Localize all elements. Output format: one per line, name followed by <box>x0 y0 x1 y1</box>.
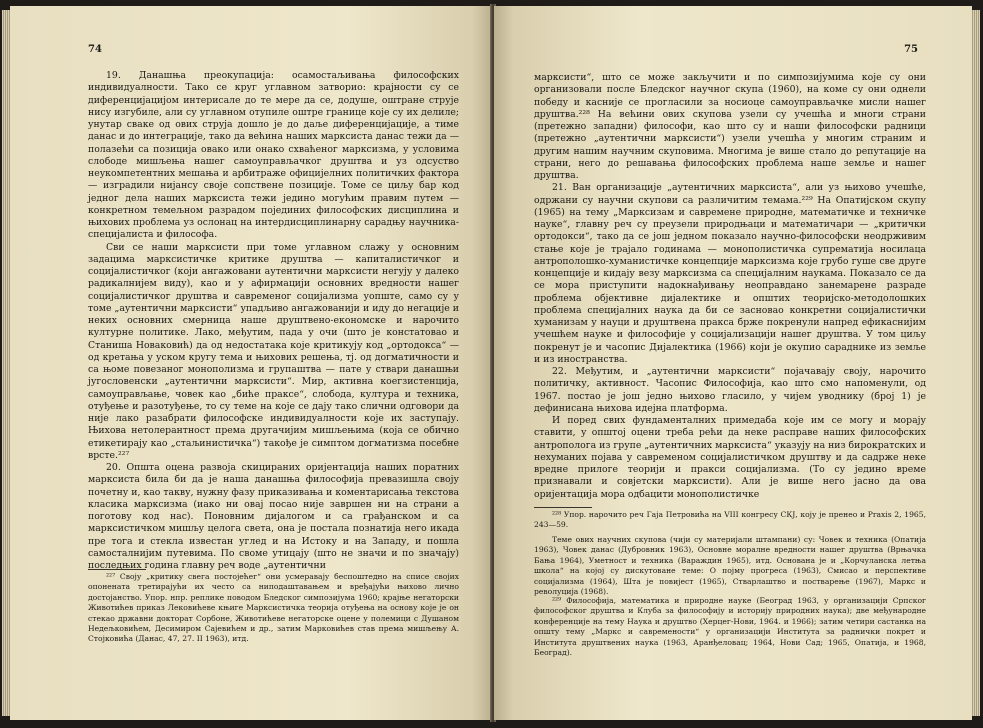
footnote-228-cont <box>534 535 926 597</box>
right-body-text <box>534 72 926 501</box>
left-body-text <box>88 70 459 572</box>
paragraph-22-cont: И поред свих фундаменталних примедаба које им се могу и морају ставити, у општој оцени треба рећи да неке расправе наших философских антрополога из групе „аутентичних марксиста“ указују на низ бирократских и нехуманих појава у савременом социјалистичком друштву и да садрже неке вредне прилоге теорији и пракси социјализма. (То су једино време признавали и совјетски марксисти). Али је више него јасно да ова оријентација мора одбацити монополистичке <box>534 415 926 500</box>
footnote-227 <box>88 572 459 645</box>
paragraph-21: 21. Ван организације „аутентичних марксиста“, али уз њихово учешће, одржани су научни скупови са различитим темама.²²⁹ На Опатијском скупу (1965) на тему „Марксизам и савремене природне, математичке и техничке науке“, главну реч су преузели природњаци и математичари — „критички ортодокси“, тако да се још једном показало научно-философски неодрживим стање које је трајало годинама — монополистичка супрематија носилаца антрополошко-хуманистичке концепције марксизма које грубо гуше све друге концепције и кидају везу марксизма са специјалним наукама. Показало се да се мора приступити надокнађивању неоправдано занемарене разраде проблема објективне дијалектике и општих теоријско-методолошких проблема специјалних наука да би се засновао конкретни социјалистички хуманизам у науци и друштвена пракса брже покренули напред ефикаснијим учешћем науке и философије у социјализацији нашег друштва. У том циљу покренут је и часопис Дијалектика (1966) који је окупио сараднике из земље и из иностранства. <box>534 182 926 365</box>
footnote-228-cont-text: Теме ових научних скупова (чији су материјали штампани) су: Човек и техника (Опатија 1963), Човек данас (Дубровник 1963), Основне моралне вредности нашег друштва (Врњачка Бања 1964), Уметност и техника (Вараждин 1965), итд. Основана је и „Корчуланска летња школа“ на којој су дискутоване теме: О појму прогреса (1963), Смисао и перспективе социјализма (1964), Шта је повијест (1965), Стварлаштво и постварење (1967), Маркс и револуција (1968). <box>534 535 926 597</box>
footnote-228 <box>534 510 926 531</box>
page-edges-right <box>972 10 980 716</box>
page-edges-left <box>2 10 10 716</box>
page-number-left: 74 <box>88 44 102 55</box>
left-page <box>10 6 492 720</box>
paragraph-22: 22. Међутим, и „аутентични марксисти“ појачавају своју, нарочито политичку, активност. Часопис Философија, као што смо напоменули, од 1967. постао је још једно њихово гласило, у чијем уводнику (број 1) је дефинисана њихова идејна платформа. <box>534 366 926 414</box>
footnote-rule-left <box>88 569 146 570</box>
footnote-rule-right <box>534 507 592 508</box>
paragraph-19: 19. Данашња преокупација: осамостаљивања философских индивидуалности. Тако се круг углавном затворио: крајности су се диференцијацијом интерисале до те мере да се, додуше, оштране струје нису изгубиле, али су углавном отупиле оштре границе које су их делиле; унутар сваке од ових струја дошло је до даље диференцијације, а тиме данас и до интеграције, тако да већина наших марксиста данас тежи да — полазећи са позиција овако или онако схваћеног марксизма, у условима слободе мишљења нашег самоуправљачког друштва и уз одсуство неукомпетентних мешања и арбитраже официјелних политичких фактора — изградили нијансу своје сопствене позиције. Томе се циљу бар код једног дела наших марксиста тежи једино могућим правим путем — конкретном темељном разрадом појединих философских дисциплина и њихових проблема уз ослонац на интердисциплинарну сарадњу научника-специјалиста и философа. <box>88 70 459 241</box>
right-page <box>494 6 972 720</box>
footnote-229-text: ²²⁹ Философија, математика и природне науке (Београд 1963, у организацији Српског философског друштва и Клуба за философију и историју природних наука); две међународне конференције на тему Наука и друштво (Херцег-Нови, 1964. и 1966); затим четири састанка на општу тему „Маркс и савремености“ у организацији Института за раднички покрет и Института друштвених наука (1963, Аранђеловац; 1964, Нови Сад; 1965, Опатија, и 1968, Београд). <box>534 596 926 658</box>
paragraph-20-cont: марксисти“, што се може закључити и по симпозијумима које су они организовали после Бледског научног скупа (1960), на коме су они однели победу и касније се прогласили за носиоце самоуправљачке мисли нашег друштва.²²⁸ На већини ових скупова узели су учешћа и многи страни (претежно западни) философи, као што су и наши философски радници (претежно „аутентични марксисти“) узели учешћа у многим страним и другим нашим научним скуповима. Многима је више стало до репутације на страни, него до решавања философских проблема наше земље и нашег друштва. <box>534 72 926 181</box>
footnote-228-text: ²²⁸ Упор. нарочито реч Гаја Петровића на VIII конгресу СКЈ, коју је пренео и Praxis 2, 1965, 243—59. <box>534 510 926 530</box>
footnote-229 <box>534 596 926 658</box>
paragraph-20: 20. Општа оцена развоја скицираних оријентација наших поратних марксиста била би да је наша данашња философија превазишла своју почетну и, као такву, нужну фазу приказивања и коментарисања текстова класика марксизма (иако ни овај посао није завршен ни на страни а поготову код нас). Поновним дијалогом и са грађанском и са марксистичком мишљу целога света, она је постала познатија него икада пре тога и стекла известан углед и на Истоку и на Западу, и пошла самосталнијим путевима. По своме утицају (што не значи и по значају) последњих година главну реч воде „аутентични <box>88 462 459 571</box>
footnote-227-text: ²²⁷ Своју „критику свега постојећег“ они усмеравају беспоштедно на списе својих опонената третирајући их често са ниподаштавањем и вређајући њихово лично достојанство. Упор. нпр. реплике поводом Бледског симпозијума 1960; крајње негаторски Животићев приказ Лековићеве књиге Марксистичка теорија отуђења на основу које је он стекао државни докторат Сорбоне, Животићеве негаторске оцене у полемици с Душаном Недељковићем, Десимиром Сајевићем и др., затим Марковићев став према мишљењу А. Стојковића (Данас, 47, 27. II 1963), итд. <box>88 572 459 644</box>
paragraph-19-cont: Сви се наши марксисти при томе углавном слажу у основним задацима марксистичке критике друштва — капиталистичког и социјалистичког (који ангажовани аутентични марксисти негују у далеко радикалнијем виду), као и у афирмацији основних вредности нашег социјалистичког друштва и савременог социјализма уопште, само су у томе „аутентични марксисти“ упадљиво ангажованији и иду до негације и неких основних смерница наше друштвено-економске и нарочито културне политике. Лако, међутим, пада у очи (што је констатовао и Станиша Новаковић) да од недостатака које критикују код „ортодокса“ — од кретања у уском кругу тема и њихових решења, тј. од догматичности и са њоме повезаног монополизма и групаштва — пате у ствари данашњи југословенски „аутентични марксисти“. Мир, активна коегзистенција, самоуправљање, човек као „биће праксе“, слобода, култура и техника, отуђење и разотуђење, то су теме на које се дају тако слични одговори да није лако разабрати философске индивидуалности које их заступају. Њихова нетолерантност према другачијим мишљењима (која се обично етикетирају као „стаљинистичка“) такође је симптом догматизма посебне врсте.²²⁷ <box>88 241 459 461</box>
page-number-right: 75 <box>904 44 918 55</box>
